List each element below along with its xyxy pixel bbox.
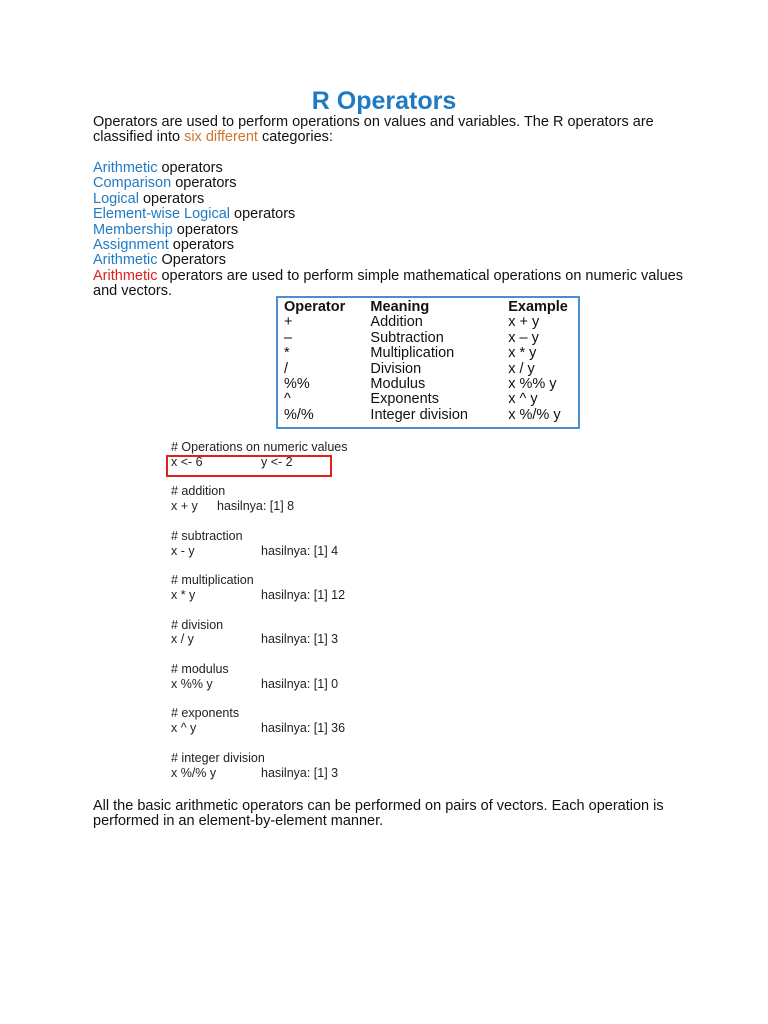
table-cell: %/% [284, 406, 314, 423]
code-result: hasilnya: [1] 0 [261, 676, 339, 691]
code-result: hasilnya: [1] 8 [217, 499, 295, 514]
code-line [171, 677, 347, 692]
code-block [171, 751, 347, 781]
code-comment: # addition [171, 484, 226, 499]
category-link[interactable]: Comparison [93, 175, 172, 192]
table-cell: ^ [284, 391, 291, 408]
code-expr: x %% y [171, 676, 213, 691]
code-comment: # Operations on numeric values [171, 440, 348, 454]
table-cell: Modulus [370, 376, 426, 393]
category-item [93, 192, 295, 207]
table-cell: Addition [370, 314, 423, 331]
table-cell: x %% y [508, 376, 557, 393]
table-row [284, 377, 578, 392]
code-line [171, 721, 347, 736]
code-example [171, 440, 347, 795]
code-line [171, 544, 347, 559]
intro-highlight: six different [184, 129, 258, 146]
table-cell: Integer division [370, 406, 468, 423]
code-block [171, 618, 347, 648]
operator-table [276, 296, 580, 429]
category-item [93, 223, 295, 238]
category-item [93, 238, 295, 253]
code-expr: x <- 6 [171, 454, 203, 469]
arithmetic-highlight: Arithmetic [93, 268, 158, 284]
column-header: Example [508, 299, 568, 315]
table-cell: * [284, 345, 290, 362]
table-cell: + [284, 314, 293, 331]
table-row [284, 315, 578, 330]
code-assignment [171, 455, 347, 470]
code-block [171, 573, 347, 603]
code-block [171, 529, 347, 559]
category-link[interactable]: Arithmetic [93, 252, 158, 269]
code-comment: # modulus [171, 661, 229, 676]
category-suffix: operators [172, 221, 239, 238]
table-cell: Exponents [370, 391, 439, 408]
table-cell: x ^ y [508, 391, 538, 408]
code-block [171, 484, 347, 514]
category-link[interactable]: Element-wise Logical [93, 206, 231, 223]
table-row [284, 346, 578, 361]
column-header: Operator [284, 299, 346, 315]
code-expr: x + y [171, 499, 198, 514]
code-block [171, 706, 347, 736]
code-expr: y <- 2 [261, 454, 293, 469]
table-cell: %% [284, 376, 310, 393]
code-block [171, 440, 347, 470]
code-comment: # division [171, 617, 224, 632]
code-result: hasilnya: [1] 12 [261, 587, 346, 602]
intro-paragraph [93, 115, 693, 146]
intro-text-end: categories: [257, 129, 333, 146]
table-cell: x %/% y [508, 406, 561, 423]
category-suffix: Operators [157, 252, 226, 269]
code-comment: # integer division [171, 750, 265, 765]
category-suffix: operators [157, 160, 223, 176]
table-row [284, 331, 578, 346]
table-cell: x – y [508, 329, 539, 346]
code-comment: # subtraction [171, 528, 243, 543]
page-title: R Operators [311, 87, 457, 115]
code-comment: # multiplication [171, 573, 254, 588]
outro-paragraph: All the basic arithmetic operators can be performed on pairs of vectors. Each operation is performed in an element-by-element manner. [93, 798, 664, 830]
code-expr: x / y [171, 632, 194, 647]
table-cell: – [284, 329, 293, 346]
category-suffix: operators [168, 236, 235, 253]
code-line [171, 766, 347, 781]
category-link[interactable]: Arithmetic [93, 160, 158, 176]
table-row [284, 362, 578, 377]
category-item [93, 253, 295, 268]
code-expr: x * y [171, 587, 196, 602]
code-line [171, 499, 347, 514]
code-result: hasilnya: [1] 3 [261, 632, 339, 647]
table-cell: / [284, 360, 289, 377]
table-cell: Multiplication [370, 345, 455, 362]
category-suffix: operators [230, 206, 296, 223]
category-suffix: operators [138, 190, 205, 207]
code-comment: # exponents [171, 706, 240, 721]
table-header-row [284, 300, 578, 315]
table-cell: x * y [508, 345, 537, 362]
column-header: Meaning [370, 299, 430, 315]
table-cell: x / y [508, 360, 535, 377]
table-row [284, 392, 578, 407]
category-item [93, 176, 295, 191]
code-expr: x - y [171, 543, 195, 558]
code-block [171, 662, 347, 692]
arithmetic-text: operators are used to perform simple mathematical operations on numeric values and vectors. [93, 268, 683, 300]
code-result: hasilnya: [1] 3 [261, 765, 339, 780]
category-link[interactable]: Assignment [93, 236, 169, 253]
category-link[interactable]: Membership [93, 221, 173, 238]
table-cell: Division [370, 360, 422, 377]
code-line [171, 632, 347, 647]
table-row [284, 408, 578, 423]
intro-text: Operators are used to perform operations on values and variables. The R operators are classified into [93, 114, 654, 146]
table-cell: x + y [508, 314, 540, 331]
code-result: hasilnya: [1] 4 [261, 543, 339, 558]
category-item [93, 207, 295, 222]
code-result: hasilnya: [1] 36 [261, 721, 346, 736]
code-expr: x ^ y [171, 721, 197, 736]
category-suffix: operators [171, 175, 237, 192]
code-expr: x %/% y [171, 765, 217, 780]
category-item [93, 161, 295, 176]
code-line [171, 588, 347, 603]
category-list [93, 161, 295, 269]
table-cell: Subtraction [370, 329, 444, 346]
category-link[interactable]: Logical [93, 190, 139, 207]
